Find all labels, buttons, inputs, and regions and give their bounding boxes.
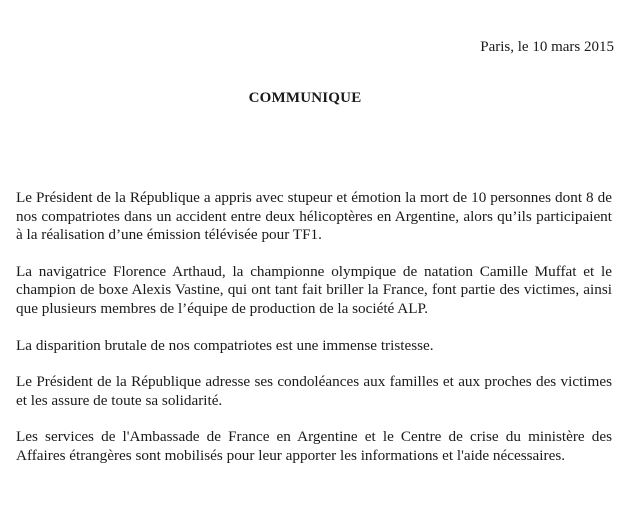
paragraph-announcement: Le Président de la République a appris avec stupeur et émotion la mort de 10 personnes dont 8 de nos compatriotes dans un accident entre deux hélicoptères en Argentine, alors qu’ils participaient à la réalisation d’une émission télévisée pour TF1. [16,189,612,244]
date-line: Paris, le 10 mars 2015 [480,39,614,55]
paragraph-sadness: La disparition brutale de nos compatriotes est une immense tristesse. [16,336,434,354]
document-title: COMMUNIQUE [248,90,362,106]
paragraph-victims: La navigatrice Florence Arthaud, la championne olympique de natation Camille Muffat et le champion de boxe Alexis Vastine, qui ont tant fait briller la France, font partie des victimes, ainsi que plusieurs membres de l’équipe de production de la société ALP. [16,262,612,317]
paragraph-condolences: Le Président de la République adresse ses condoléances aux familles et aux proches des victimes et les assure de toute sa solidarité. [16,373,612,409]
document-body [16,189,612,466]
paragraph-services: Les services de l'Ambassade de France en Argentine et le Centre de crise du ministère des Affaires étrangères sont mobilisés pour leur apporter les informations et l'aide nécessaires. [16,428,612,464]
